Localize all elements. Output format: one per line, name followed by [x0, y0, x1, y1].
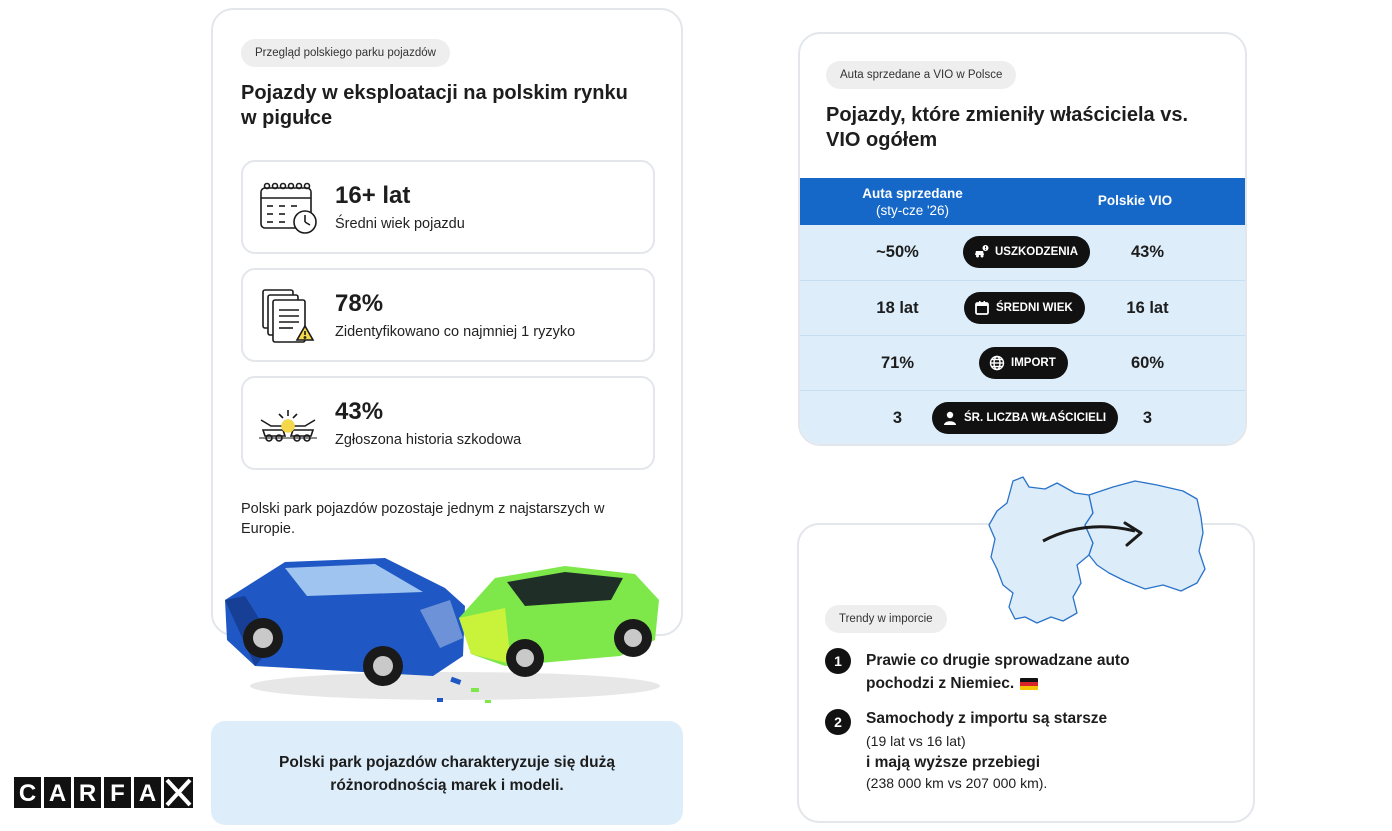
item2-line1: Samochody z importu są starsze — [866, 710, 1108, 727]
header-sold-line1: Auta sprzedane — [862, 186, 963, 201]
footnote-line1: Polski park pojazdów pozostaje jednym z najstarszych w — [241, 501, 605, 517]
owners-badge — [932, 402, 1118, 434]
calendar-icon — [974, 300, 990, 316]
card-title-line1: Pojazdy w eksploatacji na polskim rynku — [241, 82, 628, 104]
import-item-1 — [866, 649, 1130, 695]
import-badge — [979, 347, 1068, 379]
age-badge — [964, 292, 1085, 324]
item1-line2: pochodzi z Niemiec. — [866, 675, 1015, 692]
item2-line3: i mają wyższe przebiegi — [866, 754, 1041, 771]
stat-label: Zidentyfikowano co najmniej 1 ryzyko — [335, 324, 576, 340]
stat-value: 43% — [335, 398, 384, 425]
sold-value: 3 — [892, 409, 903, 427]
item2-line2: (19 lat vs 16 lat) — [866, 733, 966, 749]
svg-text:A: A — [48, 780, 67, 807]
section-pill: Auta sprzedane a VIO w Polsce — [826, 61, 1016, 89]
vio-value: 60% — [1130, 354, 1165, 372]
documents-warning-icon — [257, 288, 319, 344]
banner-line1: Polski park pojazdów charakteryzuje się dużą — [279, 754, 615, 771]
table-header — [800, 178, 1247, 225]
badge-label: ŚR. LICZBA WŁAŚCICIELI — [964, 412, 1107, 424]
table-body — [800, 225, 1247, 446]
svg-text:A: A — [138, 780, 157, 807]
sold-value: ~50% — [876, 243, 919, 261]
card-title — [826, 103, 1236, 153]
badge-label: USZKODZENIA — [995, 246, 1079, 258]
import-item-2 — [866, 708, 1107, 794]
item1-line2-row — [866, 672, 1130, 695]
header-sold — [820, 185, 1005, 219]
item-number: 1 — [825, 648, 851, 674]
stat-label: Zgłoszona historia szkodowa — [335, 432, 522, 448]
item2-line4: (238 000 km vs 207 000 km). — [866, 775, 1048, 791]
svg-text:F: F — [110, 780, 125, 807]
table-row — [800, 225, 1247, 280]
card-title-line1: Pojazdy, które zmieniły właściciela vs. — [826, 104, 1189, 126]
header-vio: Polskie VIO — [1097, 193, 1173, 208]
card-title-line2: w pigułce — [241, 107, 333, 129]
banner-line2: różnorodnością marek i modeli. — [330, 777, 564, 794]
fleet-overview-card — [211, 8, 683, 636]
stat-value: 78% — [335, 290, 384, 317]
germany-poland-map — [985, 473, 1210, 631]
car-damage-icon — [973, 244, 989, 260]
stat-average-age — [241, 160, 655, 254]
vio-value: 16 lat — [1126, 299, 1169, 317]
globe-icon — [989, 355, 1005, 371]
section-pill: Przegląd polskiego parku pojazdów — [241, 39, 450, 67]
item-number: 2 — [825, 709, 851, 735]
table-row — [800, 280, 1247, 335]
import-pill: Trendy w imporcie — [825, 605, 947, 633]
card-title-line2: VIO ogółem — [826, 129, 938, 151]
car-crash-icon — [257, 396, 319, 452]
stat-value: 16+ lat — [335, 182, 411, 209]
table-row — [800, 390, 1247, 445]
sold-vs-vio-card — [798, 32, 1247, 446]
card-title — [241, 81, 661, 131]
carfax-logo — [14, 777, 196, 808]
badge-label: ŚREDNI WIEK — [996, 302, 1073, 314]
sold-value: 71% — [880, 354, 915, 372]
stat-damage-history — [241, 376, 655, 470]
stat-label: Średni wiek pojazdu — [335, 216, 465, 232]
header-sold-line2: (sty-cze '26) — [875, 203, 950, 218]
germany-flag-icon — [1020, 678, 1038, 690]
car-crash-illustration — [215, 548, 675, 718]
table-row — [800, 335, 1247, 390]
badge-label: IMPORT — [1011, 357, 1056, 369]
calendar-clock-icon — [257, 180, 319, 236]
svg-text:R: R — [78, 780, 97, 807]
vio-value: 43% — [1130, 243, 1165, 261]
person-icon — [942, 410, 958, 426]
vio-value: 3 — [1142, 409, 1153, 427]
item1-line1: Prawie co drugie sprowadzane auto — [866, 652, 1130, 669]
card-footnote — [241, 499, 661, 539]
sold-value: 18 lat — [876, 299, 919, 317]
carfax-logo-text — [14, 777, 194, 808]
diversity-banner — [211, 721, 683, 825]
damage-badge — [963, 236, 1090, 268]
svg-text:C: C — [18, 780, 37, 807]
stat-risk — [241, 268, 655, 362]
footnote-line2: Europie. — [241, 521, 296, 537]
